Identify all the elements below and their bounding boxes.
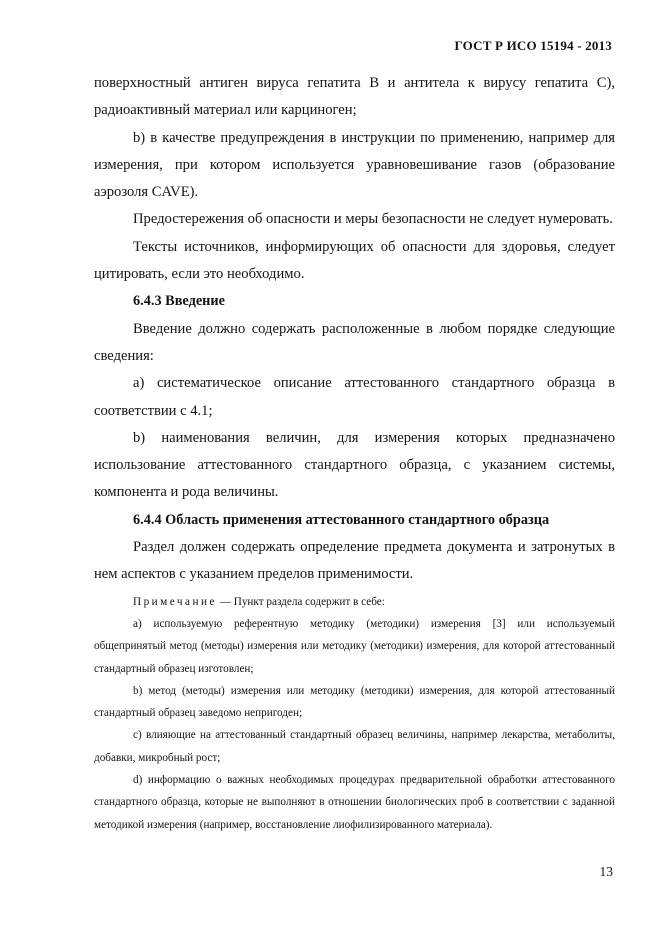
note-intro-text: — Пункт раздела содержит в себе:	[216, 595, 385, 608]
list-item-b-quantities: b) наименования величин, для измерения которых предназначено использование аттестованного стандартного образца, с указанием системы, компонента и рода величины.	[94, 429, 615, 501]
paragraph-continuation: поверхностный антиген вируса гепатита В и антитела к вирусу гепатита С), радиоактивный материал или карциноген;	[94, 75, 615, 119]
list-item-b-warning: b) в качестве предупреждения в инструкции по применению, например для измерения, при котором используется уравновешивание газов (образование аэрозоля CAVE).	[94, 129, 615, 201]
note-item-a: а) используемую референтную методику (методики) измерения [3] или используемый общепринятый метод (методы) измерения или методику (методики) измерения, для которой аттестованный стандартный образец изготовлен;	[94, 617, 615, 675]
note-intro	[94, 591, 615, 613]
paragraph-numbering-rule: Предостережения об опасности и меры безопасности не следует нумеровать.	[133, 211, 613, 228]
section-heading-introduction: 6.4.3 Введение	[133, 293, 225, 310]
paragraph-scope: Раздел должен содержать определение предмета документа и затронутых в нем аспектов с указанием пределов применимости.	[94, 539, 615, 583]
note-label: Примечание	[133, 595, 217, 608]
document-id-header: ГОСТ Р ИСО 15194 - 2013	[454, 38, 612, 53]
section-heading-scope: 6.4.4 Область применения аттестованного стандартного образца	[133, 511, 550, 528]
note-item-b: b) метод (методы) измерения или методику (методики) измерения, для которой аттестованный стандартный образец заведомо непригоден;	[94, 684, 615, 720]
paragraph-introduction: Введение должно содержать расположенные в любом порядке следующие сведения:	[94, 320, 615, 364]
paragraph-citation-rule: Тексты источников, информирующих об опасности для здоровья, следует цитировать, если это необходимо.	[94, 238, 615, 283]
page-body	[94, 70, 615, 836]
list-item-a-description: а) систематическое описание аттестованного стандартного образца в соответствии с 4.1;	[94, 375, 615, 419]
note-item-c: с) влияющие на аттестованный стандартный образец величины, например лекарства, метаболиты, добавки, микробный рост;	[94, 729, 615, 764]
note-item-d: d) информацию о важных необходимых процедурах предварительной обработки аттестованного стандартного образца, которые не выполняют в отношении биологических проб в соответствии с заданной методикой измерения (например, восстановление лиофилизированного материала).	[94, 774, 615, 831]
page-number: 13	[599, 864, 613, 879]
